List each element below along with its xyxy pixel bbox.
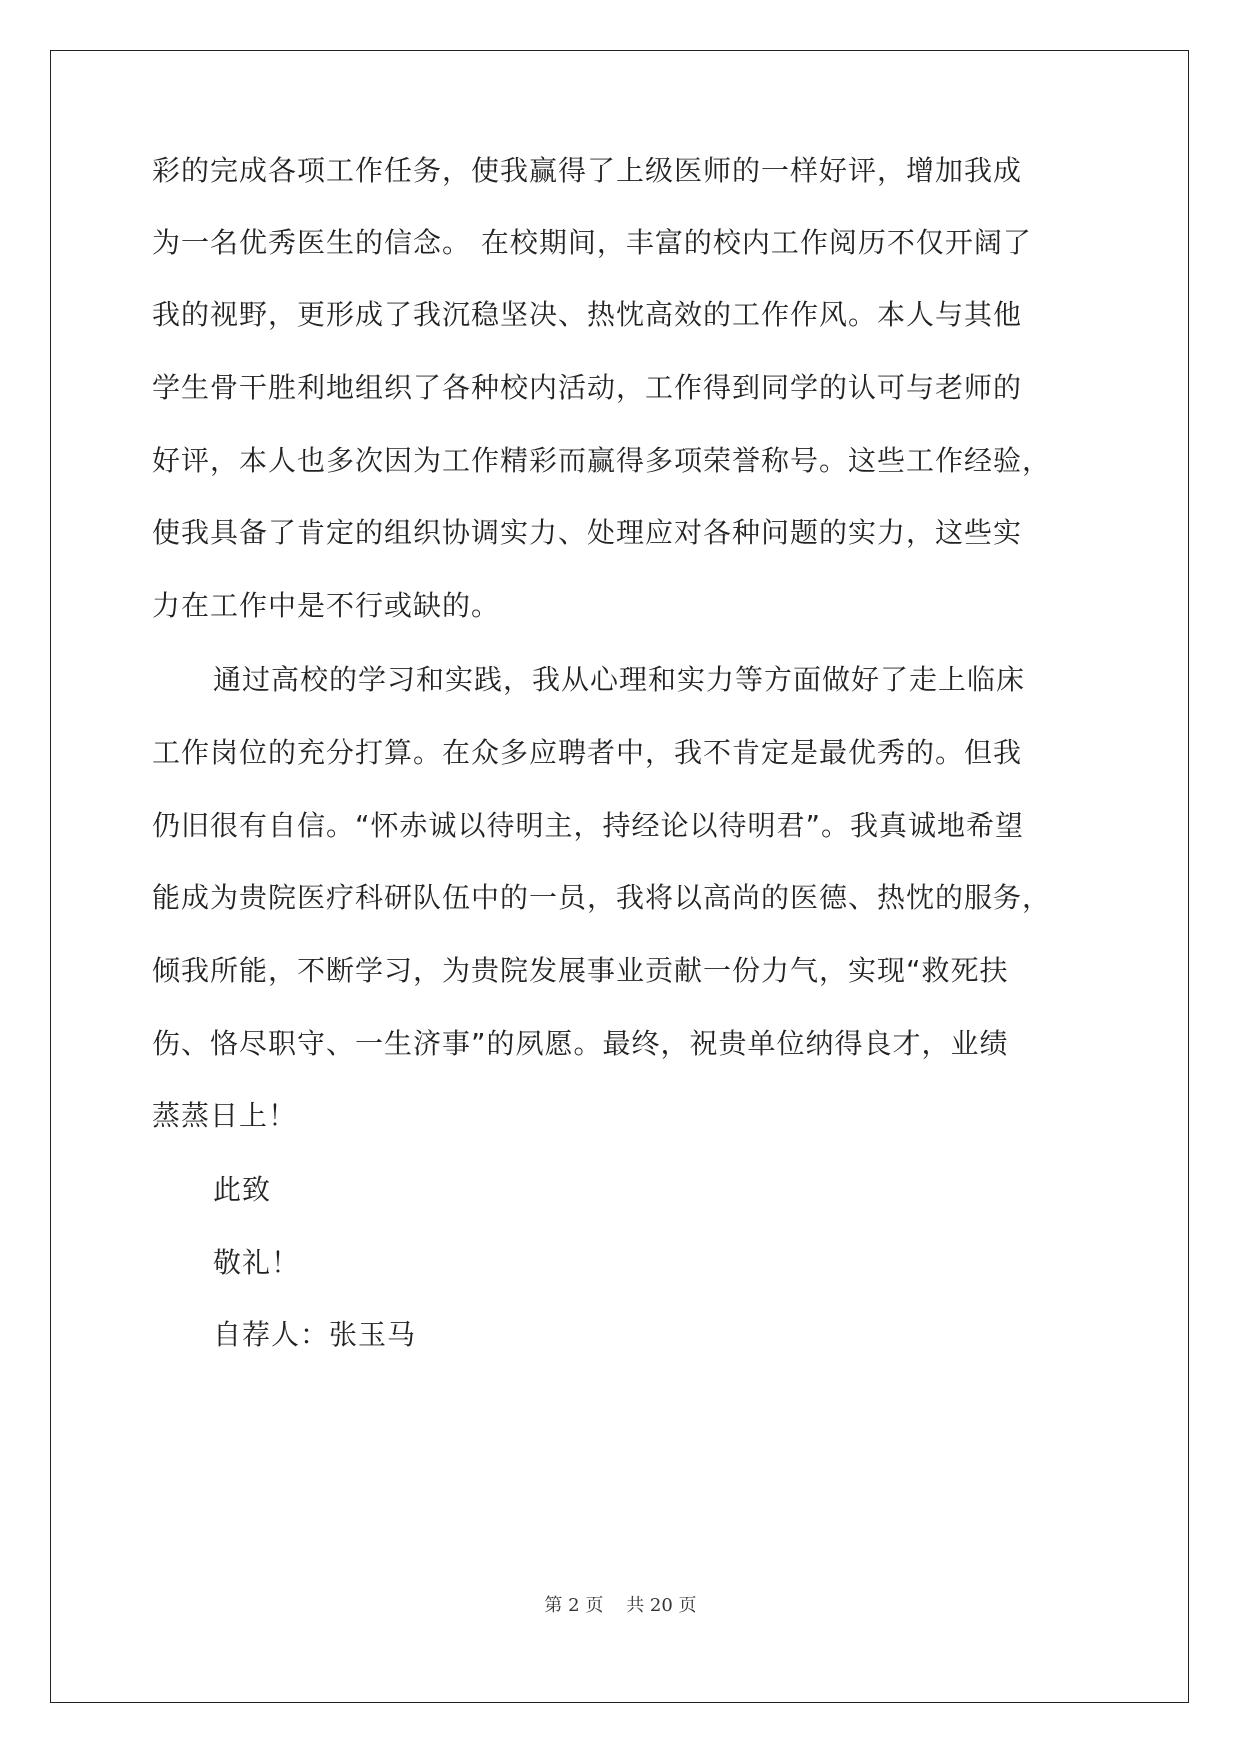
page-number: 第 2 页 共 20 页 <box>544 1595 697 1616</box>
body-line-13: 伤、恪尽职守、一生济事”的夙愿。最终，祝贵单位纳得良才，业绩 <box>152 1027 1009 1060</box>
body-line-12: 倾我所能，不断学习，为贵院发展事业贡献一份力气，实现“救死扶 <box>152 954 1009 987</box>
body-line-14: 蒸蒸日上！ <box>152 1099 298 1132</box>
signature-line: 自荐人：张玉马 <box>213 1318 417 1351</box>
body-line-3: 我的视野，更形成了我沉稳坚决、热忱高效的工作作风。本人与其他 <box>152 298 1023 331</box>
body-line-6: 使我具备了肯定的组织协调实力、处理应对各种问题的实力，这些实 <box>152 516 1023 549</box>
body-line-7: 力在工作中是不行或缺的。 <box>152 589 501 622</box>
body-line-9: 工作岗位的充分打算。在众多应聘者中，我不肯定是最优秀的。但我 <box>152 736 1023 769</box>
body-line-10: 仍旧很有自信。“怀赤诚以待明主，持经论以待明君”。我真诚地希望 <box>152 809 1025 842</box>
body-line-4: 学生骨干胜利地组织了各种校内活动，工作得到同学的认可与老师的 <box>152 371 1023 404</box>
body-line-8: 通过高校的学习和实践，我从心理和实力等方面做好了走上临床 <box>213 663 1026 696</box>
closing-salutation: 此致 <box>213 1173 272 1206</box>
body-line-2: 为一名优秀医生的信念。 在校期间，丰富的校内工作阅历不仅开阔了 <box>152 226 1032 259</box>
body-line-1: 彩的完成各项工作任务，使我赢得了上级医师的一样好评，增加我成 <box>152 154 1023 187</box>
closing-regards: 敬礼！ <box>213 1246 301 1279</box>
body-line-5: 好评，本人也多次因为工作精彩而赢得多项荣誉称号。这些工作经验， <box>152 444 1052 477</box>
body-line-11: 能成为贵院医疗科研队伍中的一员，我将以高尚的医德、热忱的服务， <box>152 881 1052 914</box>
